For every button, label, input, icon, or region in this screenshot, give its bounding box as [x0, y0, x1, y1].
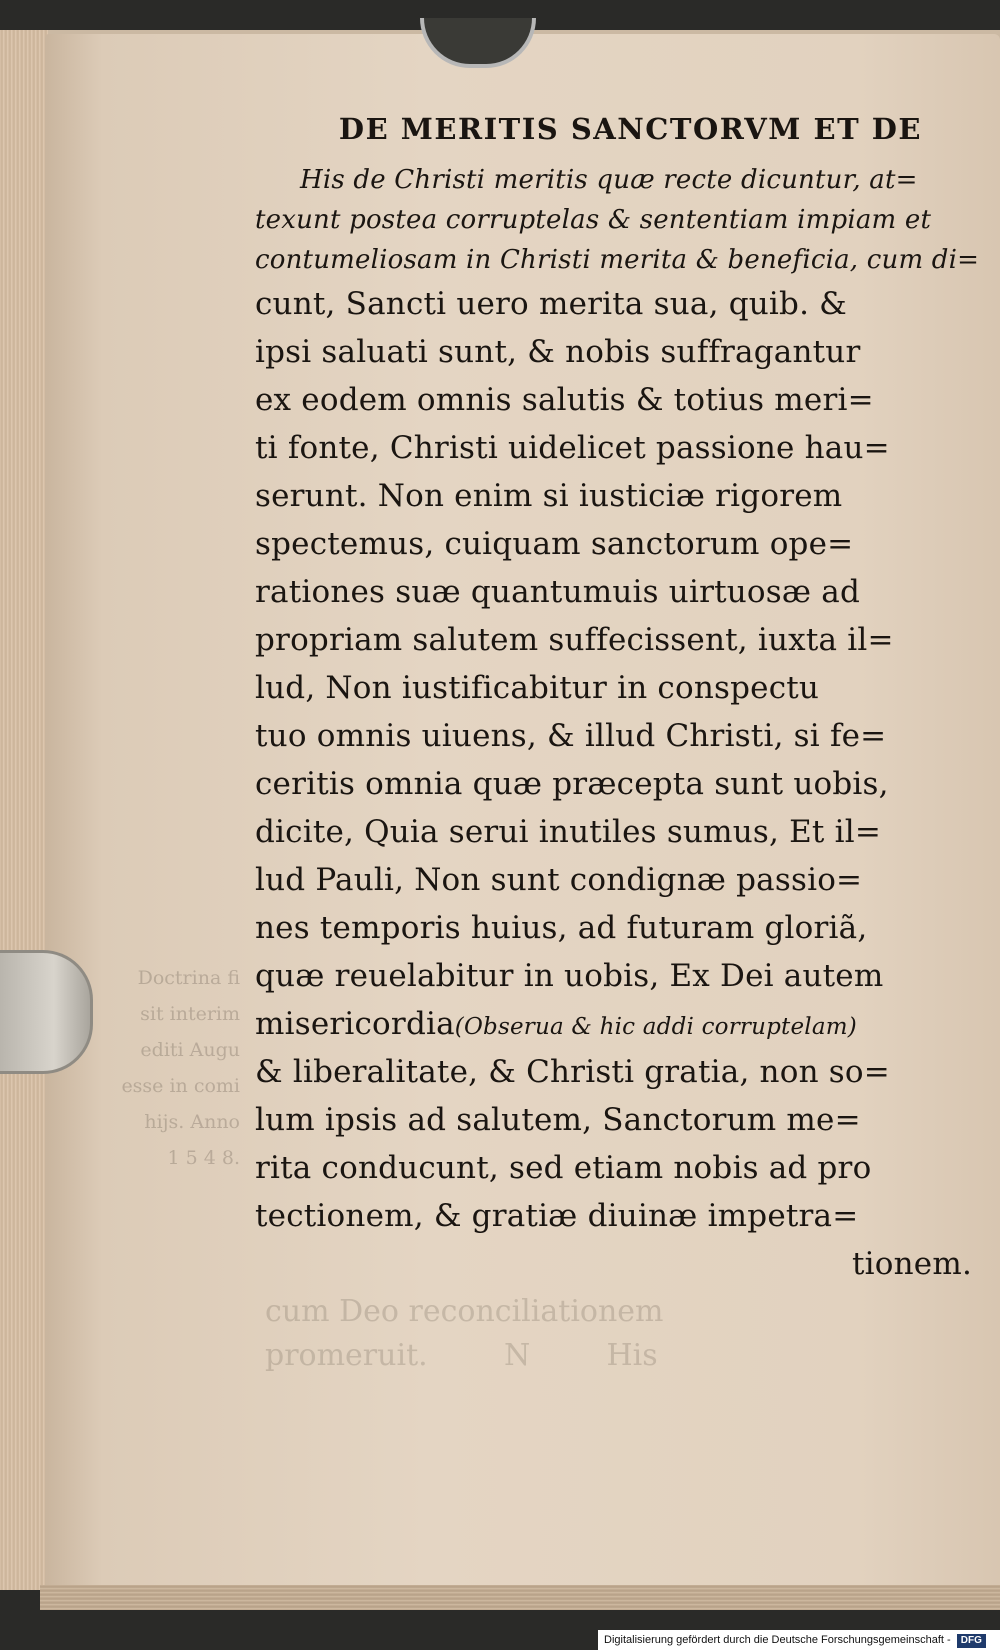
- bottom-page-edges: [40, 1585, 1000, 1610]
- bleed-line: sit interim: [140, 1003, 240, 1025]
- text-line: lud Pauli, Non sunt condignæ passio=: [255, 862, 863, 898]
- text-line: cunt, Sancti uero merita sua, quib. &: [255, 286, 847, 322]
- text-line: quæ reuelabitur in uobis, Ex Dei autem: [255, 958, 884, 994]
- bleed-line: Doctrina fi: [137, 967, 240, 989]
- bleed-line: esse in comi: [121, 1075, 240, 1097]
- bleed-line: 1 5 4 8.: [167, 1147, 240, 1169]
- text-line: serunt. Non enim si iusticiæ rigorem: [255, 478, 843, 514]
- footer-text: Digitalisierung gefördert durch die Deutsche Forschungsgemeinschaft -: [604, 1634, 951, 1646]
- text-line: texunt postea corruptelas & sententiam impiam et: [255, 205, 932, 235]
- text-line: dicite, Quia serui inutiles sumus, Et il=: [255, 814, 882, 850]
- text-line: His de Christi meritis quæ recte dicuntur, at=: [300, 165, 918, 195]
- text-line: tectionem, & gratiæ diuinæ impetra=: [255, 1198, 859, 1234]
- text-line: ti fonte, Christi uidelicet passione hau=: [255, 430, 890, 466]
- text-line: ex eodem omnis salutis & totius meri=: [255, 382, 874, 418]
- text-line: & liberalitate, & Christi gratia, non so=: [255, 1054, 890, 1090]
- bleed-line: cum Deo reconciliationem: [265, 1294, 664, 1329]
- text-line: rita conducunt, sed etiam nobis ad pro: [255, 1150, 872, 1186]
- page-edges: [0, 30, 48, 1590]
- text-line: contumeliosam in Christi merita & beneficia, cum di=: [255, 245, 980, 275]
- text-line: propriam salutem suffecissent, iuxta il=: [255, 622, 894, 658]
- text-line: nes temporis huius, ad futuram gloriã,: [255, 910, 868, 946]
- text-line: ceritis omnia quæ præcepta sunt uobis,: [255, 766, 889, 802]
- dfg-logo: DFG: [957, 1634, 986, 1648]
- text-line: lum ipsis ad salutem, Sanctorum me=: [255, 1102, 861, 1138]
- left-page-clip: [0, 950, 93, 1074]
- bleed-through-margin: [90, 960, 240, 1176]
- text-line: ipsi saluati sunt, & nobis suffragantur: [255, 334, 861, 370]
- funding-footer: [598, 1630, 1000, 1650]
- text-line: lud, Non iustificabitur in conspectu: [255, 670, 820, 706]
- text-line: tuo omnis uiuens, & illud Christi, si fe=: [255, 718, 887, 754]
- text-line: rationes suæ quantumuis uirtuosæ ad: [255, 574, 861, 610]
- bleed-line: hijs. Anno: [144, 1111, 240, 1133]
- page-text: [255, 112, 987, 1288]
- bleed-line: promeruit. N His: [265, 1338, 658, 1373]
- running-heading: DE MERITIS SANCTORVM ET DE: [338, 112, 922, 146]
- text-line: [255, 1000, 987, 1048]
- text-fragment: misericordia: [255, 1006, 455, 1042]
- bleed-line: editi Augu: [140, 1039, 240, 1061]
- text-line: spectemus, cuiquam sanctorum ope=: [255, 526, 854, 562]
- bleed-through-bottom: [265, 1290, 985, 1378]
- catchword-line: tionem.: [852, 1246, 972, 1282]
- marginal-note: (Obserua & hic addi corruptelam): [454, 1014, 857, 1040]
